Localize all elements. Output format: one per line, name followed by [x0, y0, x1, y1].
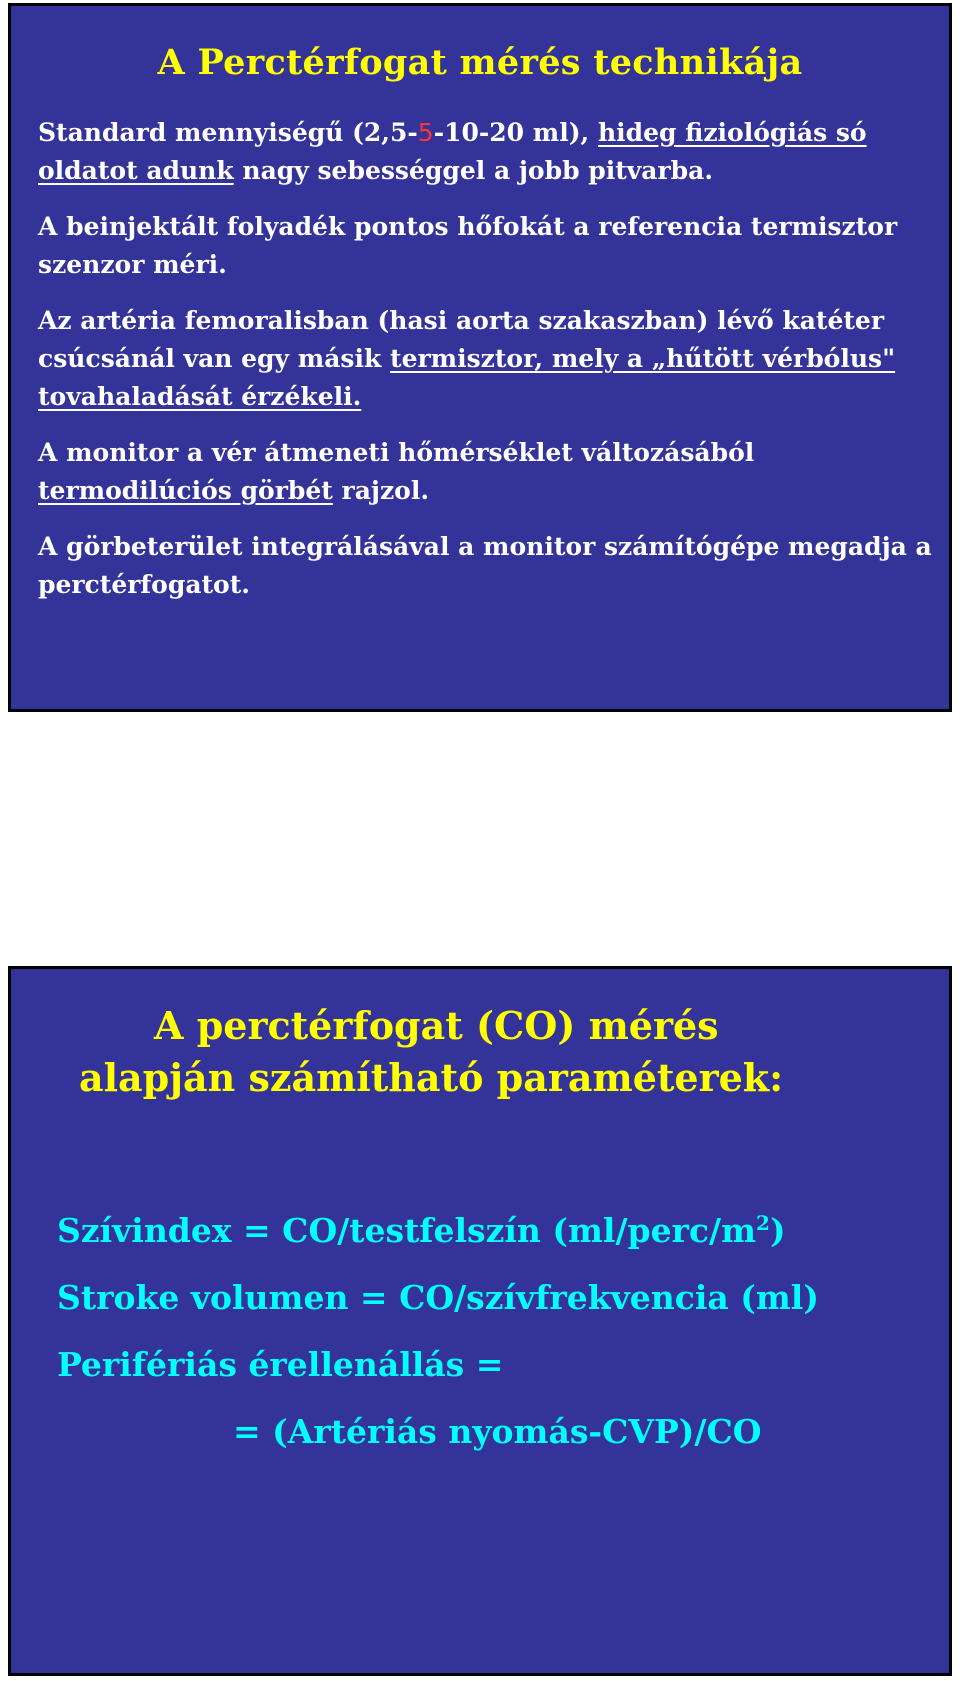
paragraph-monitor-curve [38, 434, 933, 510]
text: A monitor a vér átmeneti hőmérséklet változásából [38, 438, 755, 467]
slide-body [38, 114, 933, 622]
underlined-text: termisztor, mely a „hűtött vérbólus" tovahaladását érzékeli. [38, 344, 896, 411]
text: -10-20 ml), [433, 118, 598, 147]
paragraph-integration: A görbeterület integrálásával a monitor számítógépe megadja a perctérfogatot. [38, 532, 932, 599]
text: rajzol. [332, 476, 430, 505]
text: ) [769, 1211, 786, 1250]
underlined-text: hideg fiziológiás só oldatot adunk [38, 118, 867, 185]
text: Az artéria femoralisban (hasi aorta szakaszban) lévő katéter csúcsánál van egy másik [38, 306, 885, 373]
text: nagy sebességgel a jobb pitvarba. [233, 156, 714, 185]
highlight-volume: 5 [417, 118, 434, 147]
text: Standard mennyiségű (2,5- [38, 118, 418, 147]
slide-title: A Perctérfogat mérés technikája [157, 42, 803, 83]
underlined-text: termodilúciós görbét [38, 476, 333, 505]
peripheral-resistance-label: Perifériás érellenállás = [57, 1345, 504, 1384]
slide-parameters [8, 966, 952, 1676]
title-line-2: alapján számítható paraméterek: [79, 1055, 784, 1100]
slide-title [11, 1000, 949, 1104]
stroke-volume-formula: Stroke volumen = CO/szívfrekvencia (ml) [57, 1278, 819, 1317]
peripheral-resistance-formula: = (Artériás nyomás-CVP)/CO [233, 1412, 762, 1451]
paragraph-catheter [38, 302, 933, 416]
cardiac-index-formula [57, 1197, 937, 1264]
paragraph-reference-sensor: A beinjektált folyadék pontos hőfokát a referencia termisztor szenzor méri. [38, 212, 898, 279]
superscript: 2 [756, 1211, 770, 1235]
parameter-list [57, 1197, 937, 1465]
paragraph-injection [38, 114, 933, 190]
title-line-1: A perctérfogat (CO) mérés [154, 1003, 719, 1048]
slide-technique [8, 3, 952, 712]
text: Szívindex = CO/testfelszín (ml/perc/m [57, 1211, 757, 1250]
